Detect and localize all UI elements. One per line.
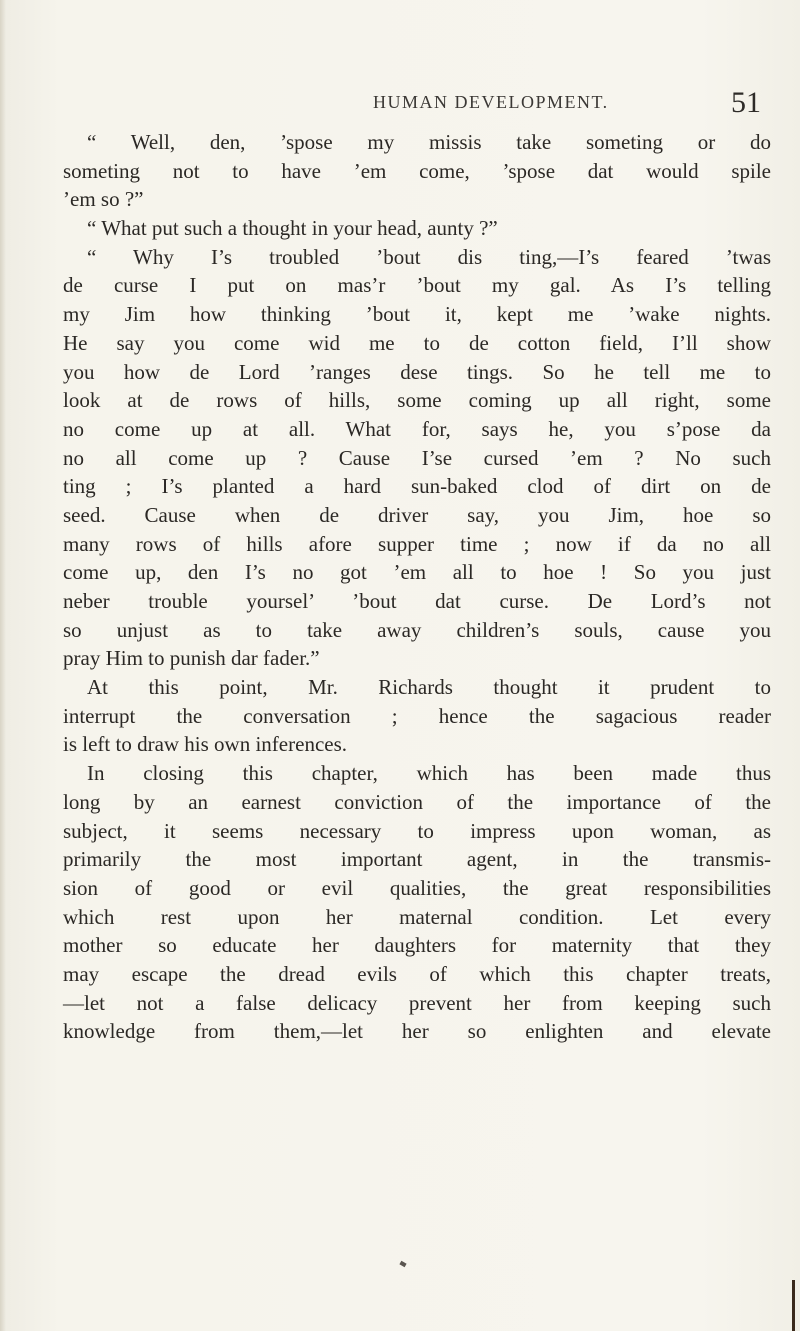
text-line: mother so educate her daughters for maternity that they — [63, 933, 771, 958]
page-header — [65, 86, 761, 126]
text-line: “ Well, den, ’spose my missis take someting or do — [87, 130, 771, 154]
text-line: interrupt the conversation ; hence the sagacious reader — [63, 703, 771, 728]
text-line: is left to draw his own inferences. — [63, 732, 348, 757]
text-line: my Jim how thinking ’bout it, kept me ’wake nights. — [63, 302, 771, 327]
page-gutter-shadow — [0, 0, 6, 1331]
text-line: “ Why I’s troubled ’bout dis ting,—I’s feared ’twas — [87, 244, 771, 269]
text-line: long by an earnest conviction of the importance of the — [63, 789, 771, 814]
text-line: neber trouble yoursel’ ’bout dat curse. De Lord’s not — [63, 589, 771, 613]
page-number: 51 — [731, 86, 761, 119]
text-line: look at de rows of hills, some coming up all right, some — [63, 388, 771, 413]
text-line: which rest upon her maternal condition. Let every — [63, 904, 771, 929]
text-line: “ What put such a thought in your head, aunty ?” — [87, 216, 498, 241]
text-line: no come up at all. What for, says he, you s’pose da — [63, 416, 771, 441]
text-line: At this point, Mr. Richards thought it prudent to — [87, 675, 771, 700]
text-line: sion of good or evil qualities, the great responsibilities — [63, 875, 771, 900]
body-text — [63, 128, 771, 1046]
ink-speck — [399, 1261, 406, 1267]
text-line: primarily the most important agent, in the transmis- — [63, 847, 771, 872]
page-edge-mark — [792, 1280, 795, 1331]
text-line: knowledge from them,—let her so enlighten and elevate — [63, 1019, 771, 1044]
text-line: —let not a false delicacy prevent her from keeping such — [63, 990, 771, 1015]
text-line: In closing this chapter, which has been made thus — [87, 761, 771, 786]
text-line: so unjust as to take away children’s souls, cause you — [63, 617, 771, 642]
text-line: He say you come wid me to de cotton field, I’ll show — [63, 330, 771, 355]
text-line: come up, den I’s no got ’em all to hoe ! So you just — [63, 560, 771, 585]
text-line: seed. Cause when de driver say, you Jim, hoe so — [63, 502, 771, 527]
running-head: HUMAN DEVELOPMENT. — [373, 92, 609, 112]
text-line: you how de Lord ’ranges dese tings. So he tell me to — [63, 359, 771, 384]
text-line: may escape the dread evils of which this chapter treats, — [63, 961, 771, 986]
text-line: pray Him to punish dar fader.” — [63, 646, 320, 671]
text-line: no all come up ? Cause I’se cursed ’em ? No such — [63, 445, 771, 470]
text-line: de curse I put on mas’r ’bout my gal. As I’s telling — [63, 273, 771, 298]
text-line: many rows of hills afore supper time ; now if da no all — [63, 531, 771, 556]
text-line: ’em so ?” — [63, 187, 144, 212]
text-line: subject, it seems necessary to impress upon woman, as — [63, 818, 771, 843]
text-line: someting not to have ’em come, ’spose dat would spile — [63, 158, 771, 183]
text-line: ting ; I’s planted a hard sun-baked clod of dirt on de — [63, 474, 771, 499]
